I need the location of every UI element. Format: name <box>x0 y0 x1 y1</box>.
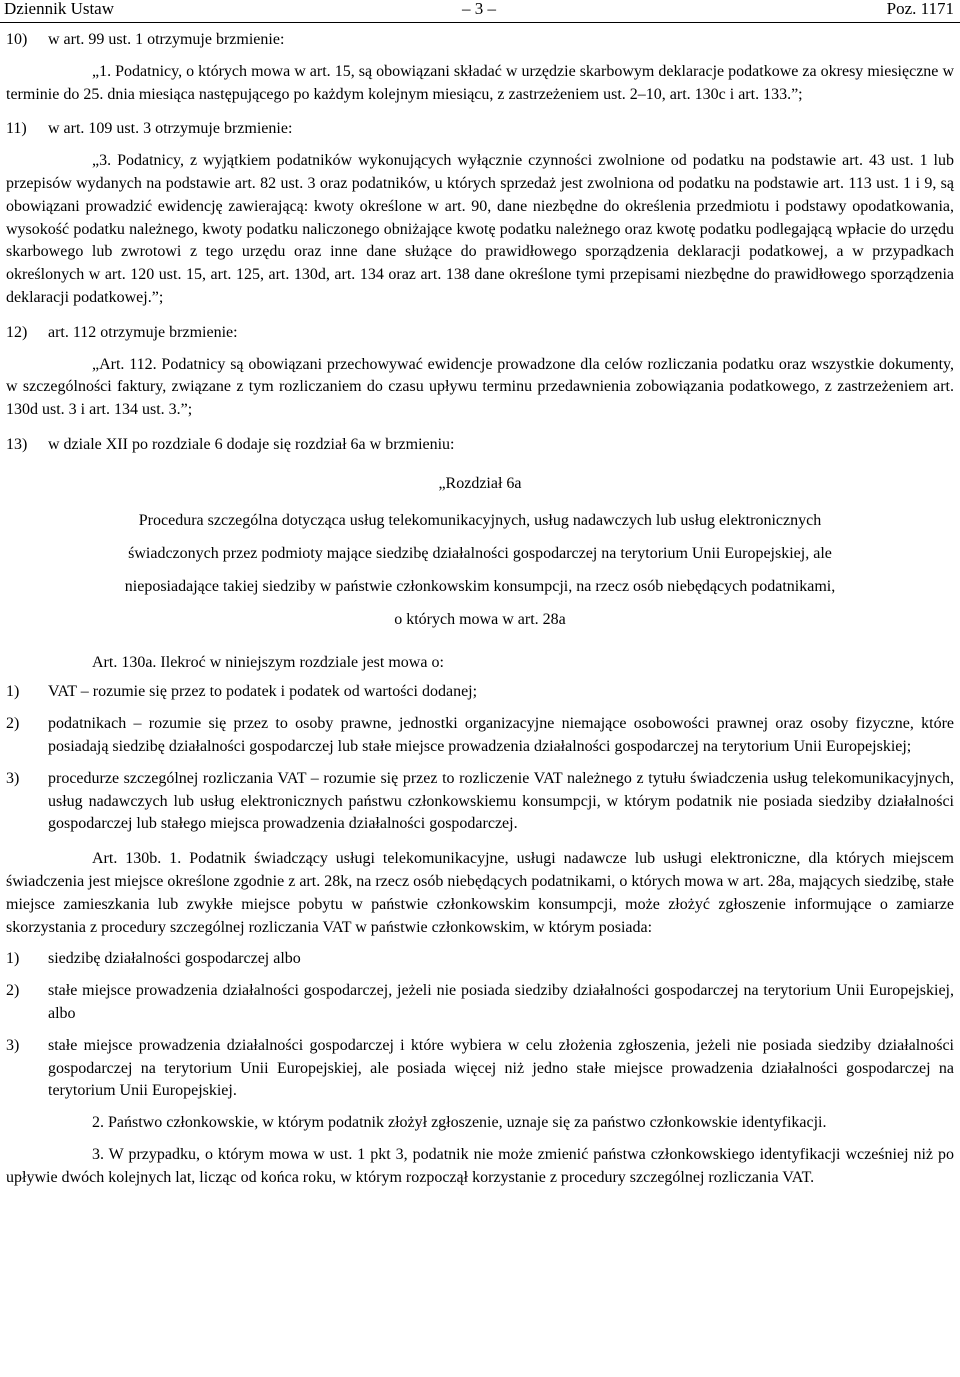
art-130b-item <box>6 948 954 971</box>
item-number: 10) <box>6 31 28 48</box>
art-130a-intro: Art. 130a. Ilekroć w niniejszym rozdziale jest mowa o: <box>92 653 444 671</box>
position-number: Poz. 1171 <box>886 0 954 18</box>
art-130a-item <box>6 713 954 759</box>
item-text: art. 112 otrzymuje brzmienie: <box>48 323 238 341</box>
amendment-13 <box>6 434 954 457</box>
amendment-11 <box>6 118 954 141</box>
journal-title: Dziennik Ustaw <box>4 0 115 18</box>
art-130b-ust-2: 2. Państwo członkowskie, w którym podatnik złożył zgłoszenie, uznaje się za państwo członkowskie identyfikacji. <box>92 1114 827 1132</box>
art-130b-intro: Art. 130b. 1. Podatnik świadczący usługi telekomunikacyjne, usługi nadawcze lub usługi elektroniczne, dla których miejscem świadczenia jest miejsce określone zgodnie z art. 28k, na rzecz osób niebędących podatnikami, o których mowa w art. 28a, mających siedzibę, stałe miejsce zamieszkania lub zwykłe miejsce pobytu w państwie członkowskim konsumpcji, może złożyć zgłoszenie informujące o zamiarze skorzystania z procedury szczególnej rozliczania VAT w państwie członkowskim, w którym posiada: <box>6 850 954 936</box>
item-number: 3) <box>6 1036 20 1054</box>
item-number: 2) <box>6 715 20 733</box>
item-text: w art. 109 ust. 3 otrzymuje brzmienie: <box>48 120 293 138</box>
document-body <box>6 29 954 1189</box>
chapter-title-line: Procedura szczególna dotycząca usług telekomunikacyjnych, usług nadawczych lub usług elektronicznych <box>138 511 822 529</box>
amendment-10 <box>6 29 954 52</box>
item-text: w dziale XII po rozdziale 6 dodaje się rozdział 6a w brzmieniu: <box>48 435 455 453</box>
item-number: 3) <box>6 769 20 787</box>
amendment-12 <box>6 322 954 345</box>
page-header <box>0 0 960 22</box>
page-number: – 3 – <box>462 0 496 18</box>
item-text: stałe miejsce prowadzenia działalności gospodarczej i które wybiera w celu złożenia zgłoszenia, jeżeli nie posiada siedziby działalności gospodarczej na terytorium Unii Europejskiej, ale posiada więcej niż jedno stałe miejsce prowadzenia działalności gospodarczej na terytorium Unii Europejskiej. <box>48 1036 954 1100</box>
art-130b-item <box>6 980 954 1026</box>
chapter-title-line: nieposiadające takiej siedziby w państwie członkowskim konsumpcji, na rzecz osób niebędących podatnikami, <box>124 577 836 595</box>
item-text: stałe miejsce prowadzenia działalności gospodarczej, jeżeli nie posiada siedziby działalności gospodarczej na terytorium Unii Europejskiej, albo <box>48 982 954 1022</box>
art-130b-ust-3: 3. W przypadku, o którym mowa w ust. 1 pkt 3, podatnik nie może zmienić państwa członkowskiego identyfikacji wcześniej niż po upływie dwóch kolejnych lat, licząc od końca roku, w którym rozpoczął korzystanie z procedury szczególnej rozliczania VAT. <box>6 1145 954 1186</box>
item-number: 2) <box>6 982 20 1000</box>
item-text: siedzibę działalności gospodarczej albo <box>48 950 301 968</box>
chapter-title <box>6 504 954 636</box>
quoted-provision: „Art. 112. Podatnicy są obowiązani przechowywać ewidencje prowadzone dla celów rozliczania podatku oraz wszystkie dokumenty, w szczególności faktury, związane z tym rozliczaniem do czasu upływu terminu przedawnienia zobowiązania podatkowego, z zastrzeżeniem art. 130d ust. 3 i art. 134 ust. 3.”; <box>6 355 954 419</box>
item-text: podatnikach – rozumie się przez to osoby prawne, jednostki organizacyjne niemające osobowości prawnej oraz osoby fizyczne, które posiadają siedzibę działalności gospodarczej lub stałe miejsce prowadzenia działalności gospodarczej na terytorium Unii Europejskiej; <box>48 715 954 755</box>
art-130b-item <box>6 1035 954 1103</box>
art-130a-item <box>6 681 954 704</box>
quoted-provision: „1. Podatnicy, o których mowa w art. 15, są obowiązani składać w urzędzie skarbowym deklaracje podatkowe za okresy miesięczne w terminie do 25. dnia miesiąca następującego po każdym kolejnym miesiącu, z zastrzeżeniem ust. 2–10, art. 130c i art. 133.”; <box>6 62 954 103</box>
quoted-provision: „3. Podatnicy, z wyjątkiem podatników wykonujących wyłącznie czynności zwolnione od podatku na podstawie art. 43 ust. 1 lub przepisów wydanych na podstawie art. 82 ust. 3 oraz podatników, u których sprzedaż jest zwolniona od podatku na podstawie art. 113 ust. 1 i 9, są obowiązani prowadzić ewidencję zawierającą: kwoty określone w art. 90, dane niezbędne do określenia przedmiotu i podstawy opodatkowania, wysokość podatku należnego, kwoty podatku naliczonego obniżające kwotę podatku należnego oraz kwotę podatku podlegającą wpłacie do urzędu skarbowego lub zwrotowi z tego urzędu oraz inne dane służące do prawidłowego sporządzenia deklaracji podatkowej, a w przypadkach określonych w art. 120 ust. 15, art. 125, art. 130d, art. 134 oraz art. 138 dane określone tymi przepisami niezbędne do prawidłowego sporządzenia deklaracji podatkowej.”; <box>6 152 954 306</box>
item-number: 11) <box>6 120 27 138</box>
item-number: 1) <box>6 683 20 701</box>
chapter-title-line: świadczonych przez podmioty mające siedzibę działalności gospodarczej na terytorium Unii Europejskiej, ale <box>128 544 832 562</box>
item-text: w art. 99 ust. 1 otrzymuje brzmienie: <box>48 31 285 48</box>
chapter-heading: „Rozdział 6a <box>438 474 522 492</box>
item-number: 13) <box>6 435 28 453</box>
art-130a-item <box>6 768 954 836</box>
item-text: procedurze szczególnej rozliczania VAT – rozumie się przez to rozliczenie VAT należnego z tytułu świadczenia usług telekomunikacyjnych, usług nadawczych lub usług elektronicznych państwu członkowskiemu konsumpcji, w którym podatnik nie posiada siedziby działalności gospodarczej lub stałego miejsca prowadzenia działalności gospodarczej. <box>48 769 954 833</box>
header-rule <box>0 22 960 23</box>
item-text: VAT – rozumie się przez to podatek i podatek od wartości dodanej; <box>48 683 478 701</box>
item-number: 1) <box>6 950 20 968</box>
chapter-title-line: o których mowa w art. 28a <box>394 610 566 628</box>
item-number: 12) <box>6 323 28 341</box>
